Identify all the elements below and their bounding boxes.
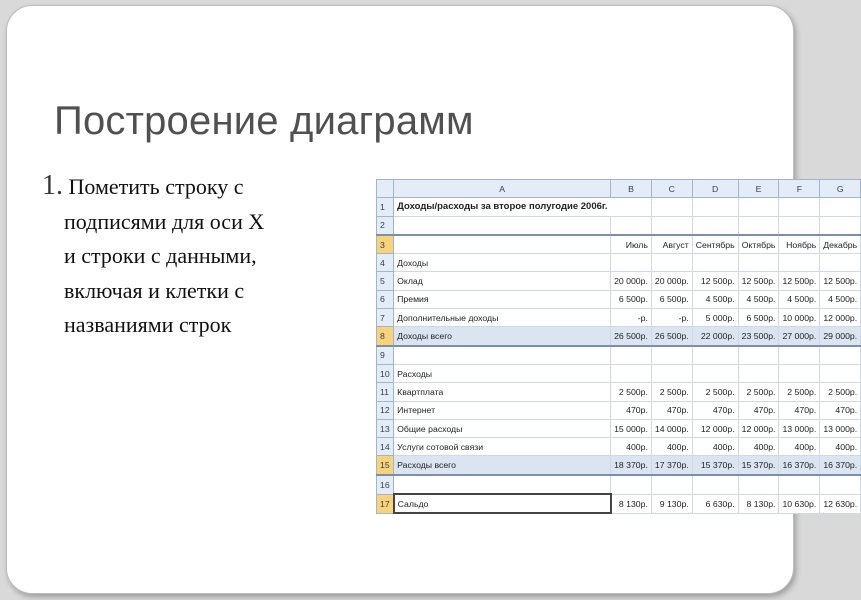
value-cell: 16 370р.: [820, 456, 861, 475]
value-cell: [692, 346, 738, 365]
value-cell: 2 500р.: [611, 383, 652, 401]
value-cell: 12 500р.: [779, 272, 820, 290]
value-cell: 13 000р.: [820, 419, 861, 437]
value-cell: [779, 216, 820, 235]
column-header: G: [820, 180, 861, 198]
value-cell: 470р.: [651, 401, 692, 419]
table-row: [377, 216, 861, 235]
value-cell: 8 130р.: [738, 494, 779, 513]
value-cell: 4 500р.: [692, 290, 738, 308]
value-cell: 6 630р.: [692, 494, 738, 513]
value-cell: 20 000р.: [651, 272, 692, 290]
table-row: [377, 327, 861, 346]
value-cell: [738, 254, 779, 272]
table-row: [377, 235, 861, 254]
body-line-5: названиями строк: [64, 312, 232, 337]
table-row: [377, 290, 861, 308]
value-cell: 10 630р.: [779, 494, 820, 513]
value-cell: 26 500р.: [651, 327, 692, 346]
row-header: 1: [377, 198, 394, 216]
value-cell: [738, 216, 779, 235]
value-cell: [820, 198, 861, 216]
value-cell: [651, 198, 692, 216]
month-header-cell: Август: [651, 235, 692, 254]
value-cell: 9 130р.: [651, 494, 692, 513]
value-cell: [651, 364, 692, 382]
value-cell: 6 500р.: [611, 290, 652, 308]
value-cell: [611, 216, 652, 235]
value-cell: [692, 216, 738, 235]
value-cell: [820, 216, 861, 235]
value-cell: [651, 216, 692, 235]
row-label-cell: [394, 346, 611, 365]
body-line-1: [42, 169, 362, 205]
table-row: [377, 401, 861, 419]
value-cell: 15 000р.: [611, 419, 652, 437]
row-header: 2: [377, 216, 394, 235]
value-cell: 27 000р.: [779, 327, 820, 346]
value-cell: 400р.: [820, 438, 861, 456]
value-cell: [779, 364, 820, 382]
table-row: [377, 364, 861, 382]
table-row: [377, 475, 861, 494]
row-label-cell: Доходы всего: [394, 327, 611, 346]
table-row: [377, 419, 861, 437]
table-row: [377, 383, 861, 401]
value-cell: [820, 346, 861, 365]
table-row: [377, 198, 861, 216]
value-cell: 15 370р.: [692, 456, 738, 475]
slide-title: Построение диаграмм: [54, 99, 474, 143]
value-cell: -р.: [651, 309, 692, 327]
table-row: [377, 494, 861, 513]
value-cell: 17 370р.: [651, 456, 692, 475]
row-header: 17: [377, 494, 394, 513]
value-cell: [611, 364, 652, 382]
row-label-cell: Расходы всего: [394, 456, 611, 475]
value-cell: [779, 198, 820, 216]
month-header-cell: Октябрь: [738, 235, 779, 254]
value-cell: [651, 475, 692, 494]
value-cell: 400р.: [692, 438, 738, 456]
table-row: [377, 346, 861, 365]
row-label-cell: Услуги сотовой связи: [394, 438, 611, 456]
spreadsheet-image: [376, 179, 861, 514]
value-cell: [820, 254, 861, 272]
value-cell: 4 500р.: [820, 290, 861, 308]
value-cell: 2 500р.: [651, 383, 692, 401]
row-header: 5: [377, 272, 394, 290]
value-cell: 10 000р.: [779, 309, 820, 327]
value-cell: 6 500р.: [651, 290, 692, 308]
value-cell: 8 130р.: [611, 494, 652, 513]
row-label-cell: Доходы/расходы за второе полугодие 2006г.: [394, 198, 611, 216]
value-cell: [779, 254, 820, 272]
value-cell: 470р.: [820, 401, 861, 419]
value-cell: 470р.: [738, 401, 779, 419]
value-cell: 400р.: [611, 438, 652, 456]
table-row: [377, 456, 861, 475]
row-label-cell: Дополнительные доходы: [394, 309, 611, 327]
month-header-cell: Сентябрь: [692, 235, 738, 254]
body-text: [42, 169, 362, 343]
month-header-cell: Декабрь: [820, 235, 861, 254]
value-cell: 29 000р.: [820, 327, 861, 346]
row-header: 3: [377, 235, 394, 254]
value-cell: [692, 364, 738, 382]
value-cell: [738, 475, 779, 494]
value-cell: 5 000р.: [692, 309, 738, 327]
value-cell: 12 500р.: [820, 272, 861, 290]
column-header-row: [377, 180, 861, 198]
month-header-cell: Ноябрь: [779, 235, 820, 254]
row-label-cell: Общие расходы: [394, 419, 611, 437]
row-label-cell: Оклад: [394, 272, 611, 290]
table-row: [377, 438, 861, 456]
value-cell: 12 630р.: [820, 494, 861, 513]
body-line-4: включая и клетки с: [64, 277, 245, 303]
value-cell: [738, 364, 779, 382]
value-cell: 470р.: [611, 401, 652, 419]
body-line-3: и строки с данными,: [64, 243, 257, 268]
value-cell: 470р.: [692, 401, 738, 419]
table-row: [377, 254, 861, 272]
row-header: 11: [377, 383, 394, 401]
value-cell: [779, 346, 820, 365]
value-cell: 23 500р.: [738, 327, 779, 346]
row-header: 7: [377, 309, 394, 327]
value-cell: [692, 254, 738, 272]
row-header: 14: [377, 438, 394, 456]
row-label-cell: [394, 216, 611, 235]
value-cell: 4 500р.: [779, 290, 820, 308]
row-label-cell: Премия: [394, 290, 611, 308]
row-label-cell: Интернет: [394, 401, 611, 419]
value-cell: 12 000р.: [820, 309, 861, 327]
row-label-cell: Сальдо: [394, 494, 611, 513]
value-cell: [692, 475, 738, 494]
value-cell: 12 500р.: [738, 272, 779, 290]
value-cell: 4 500р.: [738, 290, 779, 308]
body-line-text: Пометить строку с: [68, 174, 244, 199]
value-cell: 12 000р.: [692, 419, 738, 437]
value-cell: 20 000р.: [611, 272, 652, 290]
value-cell: [738, 198, 779, 216]
value-cell: [611, 198, 652, 216]
value-cell: 15 370р.: [738, 456, 779, 475]
value-cell: [611, 346, 652, 365]
row-header: 8: [377, 327, 394, 346]
row-header: 4: [377, 254, 394, 272]
row-header: 16: [377, 475, 394, 494]
row-label-cell: Расходы: [394, 364, 611, 382]
value-cell: [738, 346, 779, 365]
row-header: 13: [377, 419, 394, 437]
column-header: D: [692, 180, 738, 198]
value-cell: 2 500р.: [779, 383, 820, 401]
value-cell: [779, 475, 820, 494]
value-cell: 14 000р.: [651, 419, 692, 437]
value-cell: 400р.: [779, 438, 820, 456]
row-header: 12: [377, 401, 394, 419]
value-cell: [692, 198, 738, 216]
column-header: B: [611, 180, 652, 198]
value-cell: 2 500р.: [738, 383, 779, 401]
month-header-cell: Июль: [611, 235, 652, 254]
value-cell: [611, 254, 652, 272]
value-cell: [820, 475, 861, 494]
value-cell: 6 500р.: [738, 309, 779, 327]
value-cell: 12 500р.: [692, 272, 738, 290]
value-cell: 12 000р.: [738, 419, 779, 437]
value-cell: 2 500р.: [820, 383, 861, 401]
value-cell: 400р.: [651, 438, 692, 456]
value-cell: -р.: [611, 309, 652, 327]
value-cell: 13 000р.: [779, 419, 820, 437]
value-cell: 2 500р.: [692, 383, 738, 401]
column-header: F: [779, 180, 820, 198]
column-header: A: [394, 180, 611, 198]
row-label-cell: Квартплата: [394, 383, 611, 401]
value-cell: [651, 254, 692, 272]
row-header: 15: [377, 456, 394, 475]
table-row: [377, 272, 861, 290]
row-label-cell: [394, 235, 611, 254]
body-line-2: подписями для оси Х: [64, 208, 265, 234]
list-number: 1.: [42, 170, 63, 201]
row-label-cell: [394, 475, 611, 494]
row-header: 6: [377, 290, 394, 308]
value-cell: 470р.: [779, 401, 820, 419]
value-cell: 18 370р.: [611, 456, 652, 475]
column-header: E: [738, 180, 779, 198]
row-label-cell: Доходы: [394, 254, 611, 272]
value-cell: [820, 364, 861, 382]
column-header: C: [651, 180, 692, 198]
value-cell: [611, 475, 652, 494]
row-header: 9: [377, 346, 394, 365]
value-cell: 26 500р.: [611, 327, 652, 346]
slide: [6, 5, 858, 594]
value-cell: 22 000р.: [692, 327, 738, 346]
value-cell: 400р.: [738, 438, 779, 456]
table-row: [377, 309, 861, 327]
value-cell: 16 370р.: [779, 456, 820, 475]
value-cell: [651, 346, 692, 365]
sheet-corner: [377, 180, 394, 198]
row-header: 10: [377, 364, 394, 382]
